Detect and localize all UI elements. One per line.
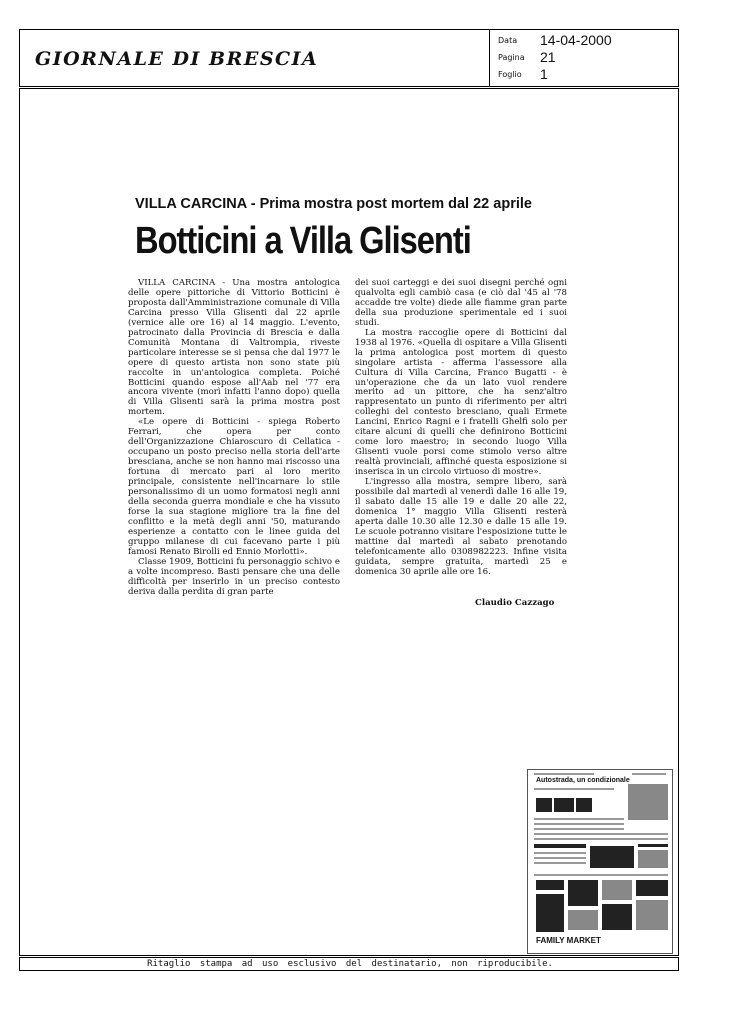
thumb-subhead — [534, 844, 586, 848]
kicker-text: - Prima mostra post mortem dal 22 aprile — [246, 196, 532, 212]
thumb-text-line — [534, 862, 586, 864]
paragraph: La mostra raccoglie opere di Botticini dal 1938 al 1976. «Quella di ospitare a Villa Glisenti la prima antologica post mortem di questo singolare artista - afferma l'assessore alla Cultura di Villa Carcina, Franco Bugatti - è un'operazione che da un lato vuol rendere merito ad un pittore, che ha senz'altro rappresentato un punto di riferimento per altri colleghi del contesto bresciano, quali Ermete Lancini, Enrico Ragni e i fratelli Ghelfi solo per citare alcuni di quelli che definirono Botticini come loro maestro; in secondo luogo Villa Glisenti vuole porsi come stimolo verso altre realtà provinciali, affinché questa esposizione si inserisca in un circolo virtuoso di mostre». — [355, 327, 567, 478]
thumb-ad-block — [636, 880, 668, 896]
article-kicker — [135, 196, 565, 212]
page-footer — [19, 957, 679, 971]
thumb-text-line — [534, 828, 624, 830]
article-column-left — [128, 279, 340, 598]
thumbnail-headline: Autostrada, un condizionale — [536, 777, 630, 784]
kicker-place: VILLA CARCINA — [135, 196, 247, 212]
thumb-subhead — [638, 844, 668, 847]
thumb-ad-block — [536, 880, 564, 890]
thumb-photo — [554, 798, 574, 812]
footer-notice: Ritaglio stampa ad uso esclusivo del destinatario, non riproducibile. — [147, 959, 553, 969]
meta-value: 21 — [540, 49, 556, 65]
thumb-photo — [536, 798, 552, 812]
page-header — [19, 29, 679, 87]
meta-value: 14-04-2000 — [540, 32, 612, 48]
thumb-photo — [576, 798, 592, 812]
thumb-text-line — [534, 823, 624, 825]
article-column-right — [355, 279, 567, 578]
paragraph: VILLA CARCINA - Una mostra antologica delle opere pittoriche di Vittorio Botticini è proposta dall'Amministrazione comunale di Villa Carcina presso Villa Glisenti dal 22 aprile (vernice alle ore 16) al 14 maggio. L'evento, patrocinato dalla Provincia di Brescia e dalla Comunità Montana di Valtrompia, riveste particolare interesse se si pensa che dal 1977 le opere di questo artista non sono state più raccolte in un'antologica completa. Poiché Botticini quando espose all'Aab nel '77 era ancora vivente (morì infatti l'anno dopo) quella di Villa Glisenti sarà la prima mostra post mortem. — [128, 278, 340, 418]
thumb-ad-block — [602, 904, 632, 930]
thumb-text-line — [534, 874, 668, 876]
thumbnail-brand: FAMILY MARKET — [536, 936, 601, 945]
thumb-clip-highlight — [638, 850, 668, 868]
thumb-ad-block — [602, 880, 632, 900]
article-headline: Botticini a Villa Glisenti — [135, 220, 471, 262]
thumb-text-line — [534, 788, 614, 790]
meta-label: Data — [498, 36, 518, 45]
thumb-text-line — [534, 857, 586, 859]
thumb-text-line — [534, 773, 594, 775]
meta-row-page — [498, 49, 678, 66]
meta-row-sheet — [498, 66, 678, 83]
thumb-text-line — [534, 838, 668, 840]
clipping-meta — [498, 32, 678, 86]
thumb-text-line — [632, 773, 666, 775]
meta-label: Pagina — [498, 53, 525, 62]
masthead-title: GIORNALE DI BRESCIA — [35, 48, 319, 70]
paragraph: dei suoi carteggi e dei suoi disegni perché ogni qualvolta egli cambiò casa (e ciò dal '45 al '78 accadde tre volte) diede alle fiamme gran parte della sua produzione sperimentale ed i suoi studi. — [355, 278, 567, 328]
thumb-ad-block — [536, 894, 564, 932]
paragraph: Classe 1909, Botticini fu personaggio schivo e a volte incompreso. Basti pensare che una delle difficoltà per inserirlo in un preciso contesto deriva dalla perdita di gran parte — [128, 556, 340, 597]
thumb-text-line — [534, 852, 586, 854]
page-thumbnail — [527, 769, 673, 954]
thumb-ad-block — [568, 910, 598, 930]
thumb-ad-block — [568, 880, 598, 906]
thumb-photo — [590, 846, 634, 868]
meta-label: Foglio — [498, 70, 522, 79]
paragraph: «Le opere di Botticini - spiega Roberto Ferrari, che opera per conto dell'Organizzazione Chiaroscuro di Cellatica - occupano un posto preciso nella storia dell'arte bresciana, anche se non hanno mai riscosso una fortuna di mercato pari al loro merito principale, consistente nell'incarnare lo stile personalissimo di un uomo formatosi negli anni della seconda guerra mondiale e che ha vissuto forse la sua stagione migliore tra la fine del conflitto e la metà degli anni '50, maturando esperienze a contatto con le linee guida del gruppo milanese di cui facevano parte i più famosi Renato Birolli ed Ennio Morlotti». — [128, 417, 340, 557]
meta-value: 1 — [540, 66, 548, 82]
thumb-map-image — [628, 784, 668, 820]
thumb-text-line — [534, 833, 668, 835]
meta-row-date — [498, 32, 678, 49]
article-byline: Claudio Cazzago — [475, 598, 555, 608]
paragraph: L'ingresso alla mostra, sempre libero, sarà possibile dal martedì al venerdì dalle 16 alle 19, il sabato dalle 15 alle 19 e dalle 20 alle 22, domenica 1° maggio Villa Glisenti resterà aperta dalle 10.30 alle 12.30 e dalle 15 alle 19. Le scuole potranno visitare l'esposizione tutte le mattine dal martedì al sabato prenotando telefonicamente allo 0308982223. Infine visita guidata, sempre gratuita, martedì 25 e domenica 30 aprile alle ore 16. — [355, 477, 567, 577]
thumb-text-line — [534, 818, 624, 820]
masthead — [20, 30, 490, 87]
thumb-ad-block — [636, 900, 668, 930]
